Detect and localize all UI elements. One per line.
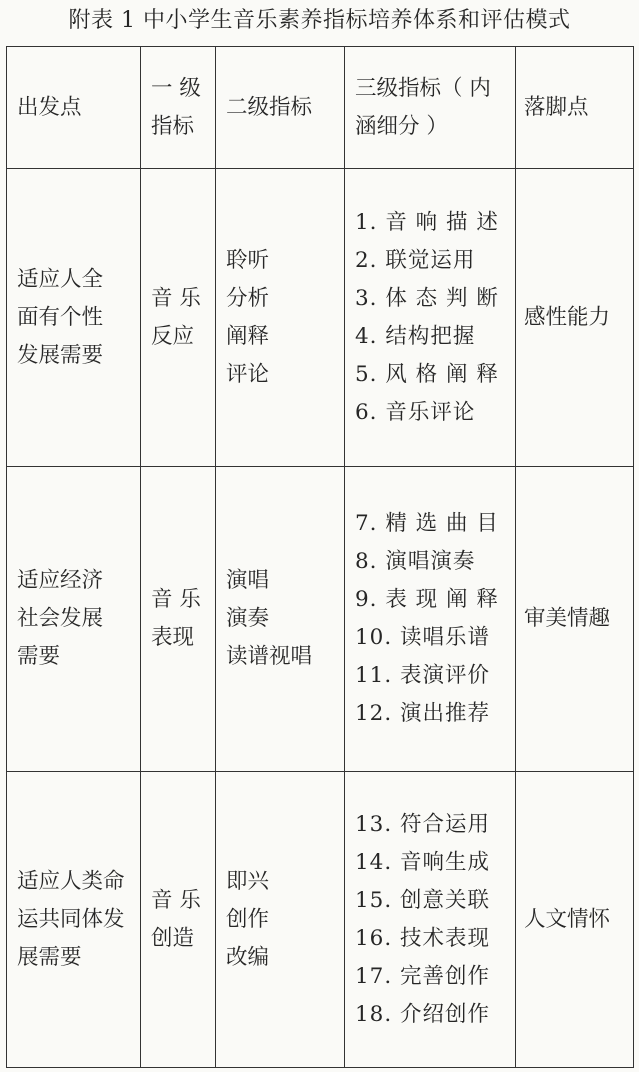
list-item: 3. 体 态 判 断: [355, 285, 499, 311]
origin-cell: 适应人类命 运共同体发 展需要: [7, 772, 141, 1068]
level3-cell: [345, 169, 516, 467]
header-level2: 二级指标: [216, 47, 345, 169]
list-item: 15. 创意关联: [355, 887, 491, 913]
list-item: 11. 表演评价: [355, 663, 491, 688]
list-item: 17. 完善创作: [355, 963, 491, 989]
header-level1: 一 级 指标: [141, 47, 216, 169]
level3-cell: [345, 467, 516, 772]
table-row: [7, 467, 634, 772]
table-row: [7, 169, 634, 467]
list-item: 10. 读唱乐谱: [355, 625, 491, 650]
list-item: 18. 介绍创作: [355, 1001, 491, 1027]
level1-cell: 音 乐 反应: [141, 169, 216, 467]
level1-cell: 音 乐 表现: [141, 467, 216, 772]
level1-cell: 音 乐 创造: [141, 772, 216, 1068]
foothold-cell: 感性能力: [516, 169, 634, 467]
level2-cell: 聆听 分析 阐释 评论: [216, 169, 345, 467]
list-item: 4. 结构把握: [355, 323, 476, 349]
list-item: 13. 符合运用: [355, 811, 491, 837]
list-item: 5. 风 格 阐 释: [355, 361, 499, 387]
list-item: 1. 音 响 描 述: [355, 209, 499, 235]
list-item: 8. 演唱演奏: [355, 549, 476, 574]
table-caption: 附表 1 中小学生音乐素养指标培养体系和评估模式: [68, 8, 571, 33]
list-item: 7. 精 选 曲 目: [355, 511, 499, 536]
list-item: 16. 技术表现: [355, 925, 491, 951]
list-item: 14. 音响生成: [355, 849, 491, 875]
foothold-cell: 审美情趣: [516, 467, 634, 772]
indicator-table: [6, 46, 634, 1068]
list-item: 12. 演出推荐: [355, 701, 491, 726]
origin-cell: 适应经济 社会发展 需要: [7, 467, 141, 772]
level2-cell: 演唱 演奏 读谱视唱: [216, 467, 345, 772]
table-row: [7, 772, 634, 1068]
header-origin: 出发点: [7, 47, 141, 169]
header-level3: 三级指标（ 内 涵细分 ）: [345, 47, 516, 169]
origin-cell: 适应人全 面有个性 发展需要: [7, 169, 141, 467]
header-row: [7, 47, 634, 169]
list-item: 6. 音乐评论: [355, 399, 476, 425]
list-item: 2. 联觉运用: [355, 247, 476, 273]
header-foothold: 落脚点: [516, 47, 634, 169]
list-item: 9. 表 现 阐 释: [355, 587, 499, 612]
foothold-cell: 人文情怀: [516, 772, 634, 1068]
level3-cell: [345, 772, 516, 1068]
level2-cell: 即兴 创作 改编: [216, 772, 345, 1068]
